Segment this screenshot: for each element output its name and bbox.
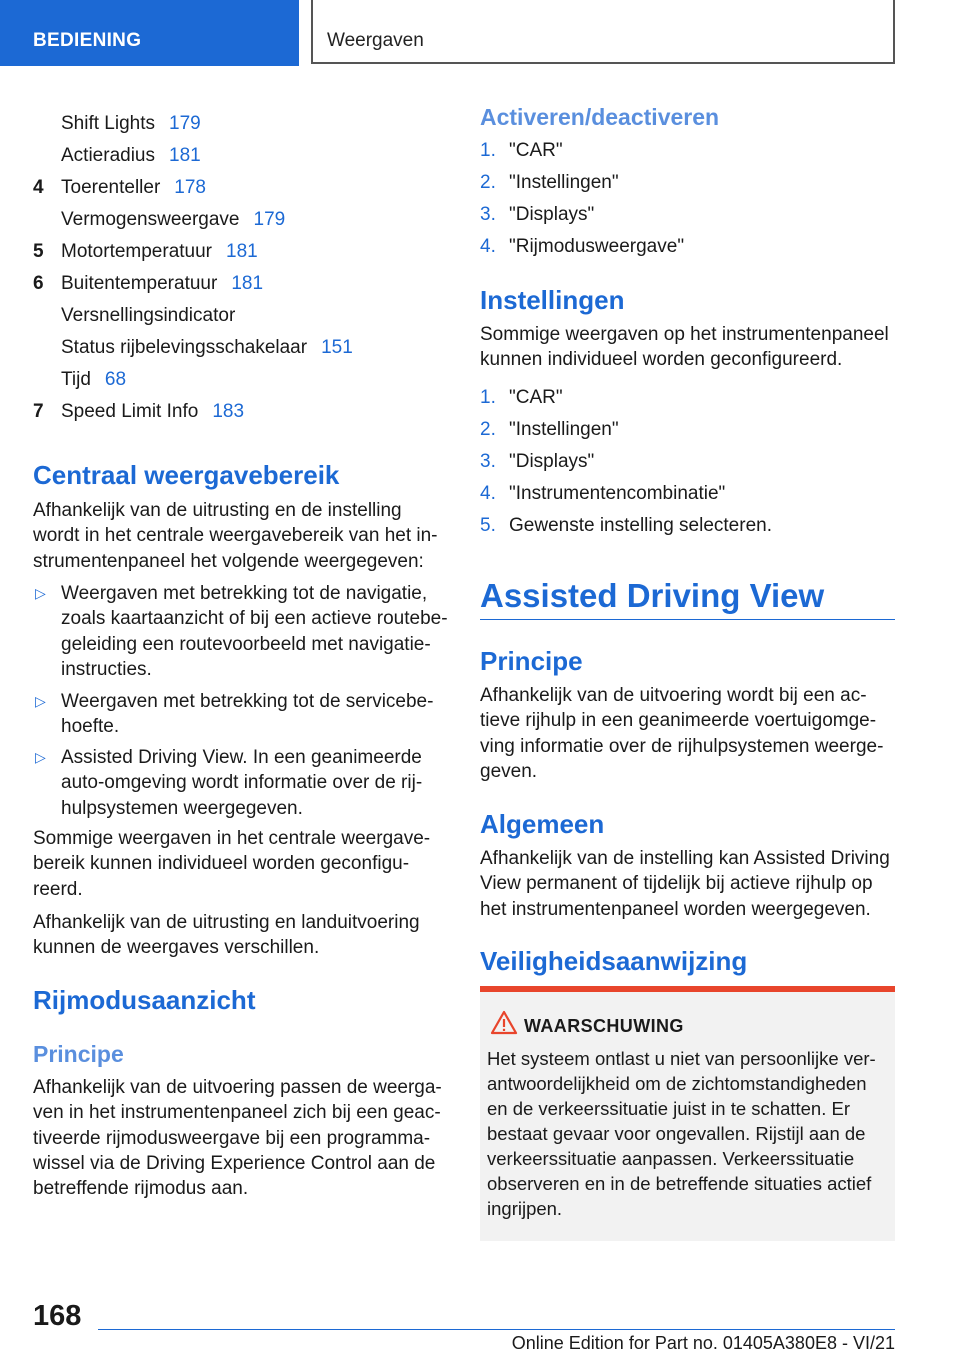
step-text: "Rijmodusweergave" [509, 236, 685, 257]
text-line: hoefte. [61, 716, 120, 738]
page-ref-link[interactable]: 183 [212, 401, 245, 422]
warning-text [487, 1046, 876, 1221]
heading-safety-note: Veiligheidsaanwijzing [480, 946, 748, 976]
heading-principle: Principe [480, 646, 583, 676]
text-line: Afhankelijk van de uitvoering wordt bij een ac- [480, 685, 867, 706]
heading-settings: Instellingen [480, 285, 625, 315]
legend-label: Vermogensweergave [61, 209, 240, 230]
step-number: 2. [480, 172, 496, 193]
text-line: Afhankelijk van de uitrusting en de instelling [33, 500, 402, 521]
page-number: 168 [33, 1300, 82, 1332]
text-line: ving informatie over de rijhulpsystemen weerge- [480, 735, 884, 757]
legend-number: 7 [33, 401, 44, 422]
step-text: "Instellingen" [509, 172, 619, 193]
page-ref-link[interactable]: 179 [253, 209, 286, 230]
text-line: het instrumentenpaneel worden weergegeven. [480, 898, 871, 920]
step-text: "Displays" [509, 204, 595, 225]
page-ref-link[interactable]: 181 [231, 273, 264, 294]
legend-label: Shift Lights [61, 113, 155, 134]
settings-intro-paragraph [480, 322, 889, 373]
legend-label: Buitentemperatuur [61, 273, 218, 294]
text-line: tiveerde rijmodusweergave bij een programma- [33, 1127, 431, 1149]
text-line: Afhankelijk van de uitrusting en landuitvoering [33, 912, 420, 933]
text-line: View permanent of tijdelijk bij actieve rijhulp op [480, 873, 873, 895]
heading-general: Algemeen [480, 809, 605, 839]
text-line: hulpsystemen weergegeven. [61, 797, 303, 819]
legend-label: Toerenteller [61, 177, 161, 198]
step-text: "Displays" [509, 451, 595, 472]
step-number: 1. [480, 140, 496, 161]
step-text: "CAR" [509, 140, 563, 161]
step-number: 1. [480, 387, 496, 408]
triangle-bullet-icon: ▷ [35, 585, 46, 601]
text-line: Assisted Driving View. In een geanimeerde [61, 747, 422, 768]
legend-label: Speed Limit Info [61, 401, 199, 422]
legend-label: Versnellingsindicator [61, 305, 236, 326]
adv-principle-paragraph [480, 683, 883, 784]
text-line: Afhankelijk van de instelling kan Assisted Driving [480, 848, 890, 869]
page-ref-link[interactable]: 181 [169, 145, 201, 166]
text-line: auto-omgeving wordt informatie over de rij- [61, 772, 423, 794]
text-line: Sommige weergaven in het centrale weergave- [33, 828, 431, 849]
heading-activate-deactivate: Activeren/deactiveren [480, 104, 720, 130]
step-number: 4. [480, 236, 496, 257]
text-line: kunnen de weergaves verschillen. [33, 937, 320, 959]
text-line: Het systeem ontlast u niet van persoonlijke ver- [487, 1048, 876, 1069]
triangle-bullet-icon: ▷ [35, 693, 46, 709]
footer-divider [98, 1329, 895, 1330]
central-config-paragraph [33, 826, 430, 902]
text-line: wordt in het centrale weergavebereik van het in- [33, 525, 438, 547]
text-line: Weergaven met betrekking tot de navigatie, [61, 583, 428, 604]
text-line: instructies. [61, 658, 152, 680]
text-line: betreffende rijmodus aan. [33, 1178, 249, 1200]
text-line: Sommige weergaven op het instrumentenpaneel [480, 324, 889, 345]
legend-label: Actieradius [61, 145, 155, 166]
edition-footer: Online Edition for Part no. 01405A380E8 - VI/21 [511, 1333, 895, 1353]
heading-driving-mode-view: Rijmodusaanzicht [33, 985, 256, 1015]
page-ref-link[interactable]: 151 [321, 337, 353, 358]
legend-label: Motortemperatuur [61, 241, 213, 262]
warning-box [480, 986, 895, 1241]
text-line: wissel via de Driving Experience Control aan de [33, 1152, 436, 1174]
central-intro-paragraph [33, 498, 438, 574]
warning-triangle-icon [490, 1010, 518, 1036]
text-line: zoals kaartaanzicht of bij een actieve routebe- [61, 608, 448, 630]
heading-assisted-driving-view: Assisted Driving View [480, 577, 825, 614]
legend-number: 5 [33, 241, 44, 262]
text-line: bestaat gevaar voor ongevallen. Rijstijl aan de [487, 1123, 866, 1144]
page-ref-link[interactable]: 68 [104, 369, 127, 390]
text-line: tieve rijhulp in een geanimeerde voertuigomge- [480, 710, 877, 732]
step-number: 4. [480, 483, 496, 504]
warning-accent-bar [480, 986, 895, 992]
step-text: "CAR" [509, 387, 563, 408]
text-line: ingrijpen. [487, 1198, 563, 1219]
text-line: strumentenpaneel het volgende weergegeven: [33, 550, 424, 572]
step-number: 3. [480, 451, 496, 472]
heading-central-display: Centraal weergavebereik [33, 460, 340, 490]
text-line: verkeerssituatie aanpassen. Verkeerssituatie [487, 1148, 855, 1169]
legend-label: Tijd [61, 369, 91, 390]
chapter-label: Weergaven [311, 0, 895, 64]
legend-number: 4 [33, 177, 44, 198]
heading-principle: Principe [33, 1041, 124, 1067]
triangle-bullet-icon: ▷ [35, 749, 46, 765]
section-divider [480, 619, 895, 620]
step-number: 2. [480, 419, 496, 440]
text-line: Afhankelijk van de uitvoering passen de weerga- [33, 1077, 442, 1098]
text-line: en de verkeerssituatie juist in te schatten. Er [487, 1098, 850, 1119]
page-ref-link[interactable]: 179 [169, 113, 201, 134]
step-number: 3. [480, 204, 496, 225]
page-ref-link[interactable]: 181 [226, 241, 258, 262]
section-label: BEDIENING [0, 0, 299, 66]
page-header [0, 0, 960, 66]
text-line: antwoordelijkheid om de zichtomstandigheden [487, 1073, 867, 1094]
driving-mode-principle-paragraph [33, 1075, 442, 1201]
text-line: ven in het instrumentenpaneel zich bij een geac- [33, 1102, 441, 1124]
step-number: 5. [480, 515, 496, 536]
central-variants-paragraph [33, 910, 420, 961]
text-line: kunnen individueel worden geconfigureerd. [480, 349, 843, 371]
legend-label: Status rijbelevingsschakelaar [61, 337, 308, 358]
text-line: bereik kunnen individueel worden geconfigu- [33, 853, 410, 875]
legend-number: 6 [33, 273, 44, 294]
step-text: Gewenste instelling selecteren. [509, 515, 772, 536]
text-line: geven. [480, 760, 538, 782]
text-line: observeren en in de betreffende situaties actief [487, 1173, 872, 1194]
warning-title: WAARSCHUWING [524, 1016, 684, 1036]
text-line: Weergaven met betrekking tot de servicebe- [61, 691, 434, 712]
adv-general-paragraph [480, 846, 890, 922]
step-text: "Instellingen" [509, 419, 619, 440]
step-text: "Instrumentencombinatie" [509, 483, 726, 504]
text-line: geleiding een routevoorbeeld met navigatie- [61, 633, 431, 655]
page-ref-link[interactable]: 178 [174, 177, 206, 198]
text-line: reerd. [33, 878, 83, 900]
